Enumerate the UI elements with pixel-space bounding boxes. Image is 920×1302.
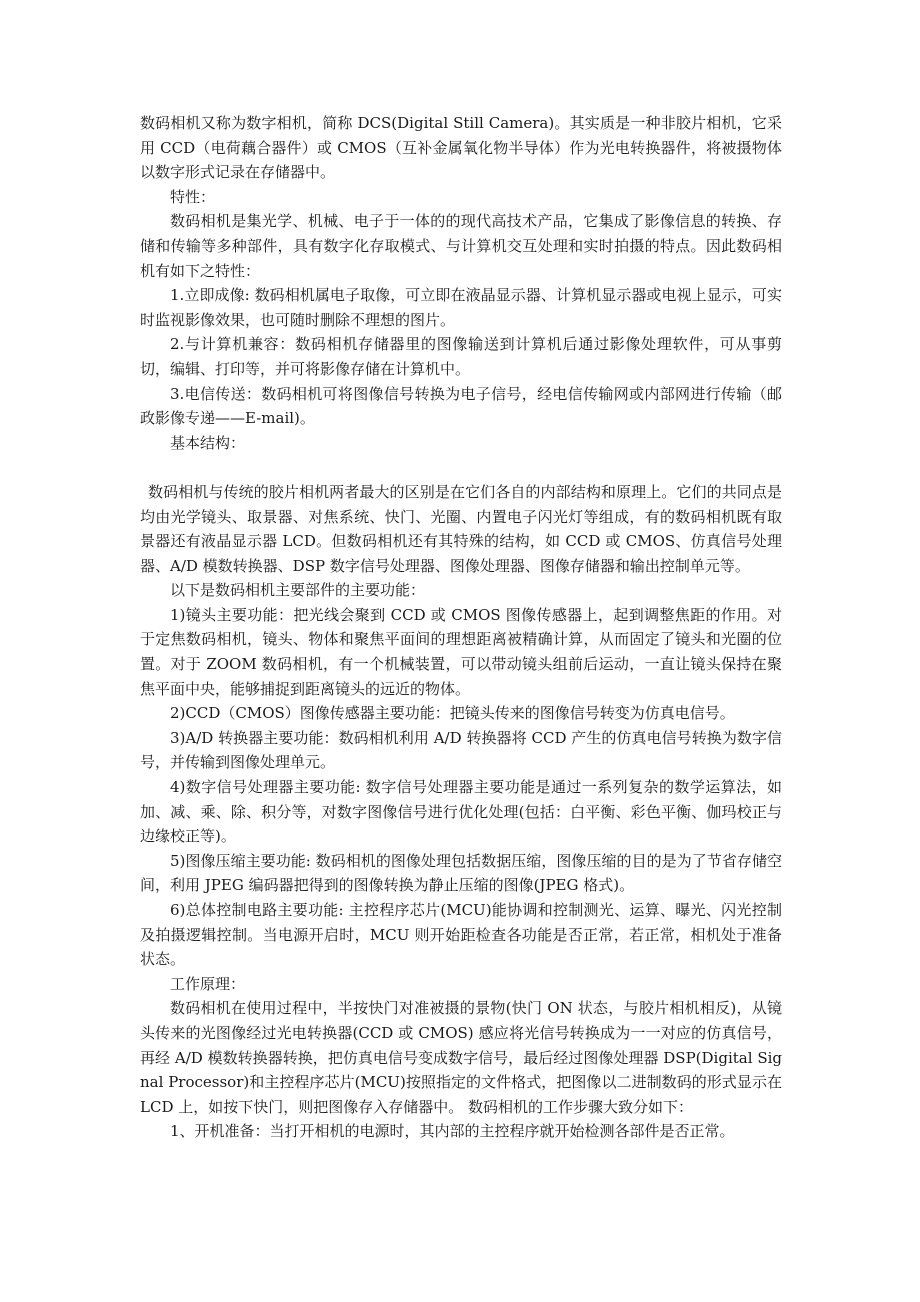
component-item: 6)总体控制电路主要功能: 主控程序芯片(MCU)能协调和控制测光、运算、曝光、闪光控制及拍摄逻辑控制。当电源开启时，MCU 则开始距检查各功能是否正常，若正常，相机处于准备状态。	[140, 901, 782, 969]
feature-item: 3.电信传送：数码相机可将图像信号转换为电子信号，经电信传输网或内部网进行传输（邮政影像专递——E-mail)。	[140, 384, 782, 428]
component-item: 2)CCD（CMOS）图像传感器主要功能：把镜头传来的图像信号转变为仿真电信号。	[170, 704, 735, 723]
paragraph: 以下是数码相机主要部件的主要功能：	[170, 581, 426, 600]
component-item: 3)A/D 转换器主要功能：数码相机利用 A/D 转换器将 CCD 产生的仿真电信号转换为数字信号，并传输到图像处理单元。	[140, 728, 782, 772]
feature-item: 1.立即成像: 数码相机属电子取像，可立即在液晶显示器、计算机显示器或电视上显示，可实时监视影像效果，也可随时删除不理想的图片。	[140, 286, 782, 329]
paragraph: 数码相机与传统的胶片相机两者最大的区别是在它们各自的内部结构和原理上。它们的共同点是均由光学镜头、取景器、对焦系统、快门、光圈、内置电子闪光灯等组成，有的数码相机既有取景器还有液晶显示器 LCD。但数码相机还有其特殊的结构，如 CCD 或 CMOS、仿真信号处理器、A/D 模数转换器、DSP 数字信号处理器、图像处理器、图像存储器和输出控制单元等。	[140, 482, 782, 575]
paragraph: 数码相机在使用过程中，半按快门对准被摄的景物(快门 ON 状态，与胶片相机相反)，从镜头传来的光图像经过光电转换器(CCD 或 CMOS) 感应将光信号转换成为一一对应的仿真信号，再经 A/D 模数转换器转换，把仿真电信号变成数字信号，最后经过图像处理器 DSP(Digital Signal Processor)和主控程序芯片(MCU)按照指定的文件格式，把图像以二进制数码的形式显示在 LCD 上，如按下快门，则把图像存入存储器中。 数码相机的工作步骤大致分如下：	[140, 999, 782, 1116]
section-heading-structure: 基本结构：	[170, 433, 246, 452]
section-heading-principle: 工作原理：	[170, 974, 246, 993]
document-body	[140, 111, 782, 1144]
component-item: 1)镜头主要功能：把光线会聚到 CCD 或 CMOS 图像传感器上，起到调整焦距的作用。对于定焦数码相机，镜头、物体和聚焦平面间的理想距离被精确计算，从而固定了镜头和光圈的位置。对于 ZOOM 数码相机，有一个机械装置，可以带动镜头组前后运动，一直让镜头保持在聚焦平面中央，能够捕捉到距离镜头的远近的物体。	[140, 605, 782, 698]
section-heading-features: 特性：	[170, 187, 216, 206]
component-item: 4)数字信号处理器主要功能: 数字信号处理器主要功能是通过一系列复杂的数学运算法，如加、减、乘、除、积分等，对数字图像信号进行优化处理(包括：白平衡、彩色平衡、伽玛校正与边缘校正等)。	[140, 778, 782, 846]
component-item: 5)图像压缩主要功能: 数码相机的图像处理包括数据压缩，图像压缩的目的是为了节省存储空间，利用 JPEG 编码器把得到的图像转换为静止压缩的图像(JPEG 格式)。	[140, 851, 782, 895]
intro-paragraph: 数码相机又称为数字相机，简称 DCS(Digital Still Camera)。其实质是一种非胶片相机，它采用 CCD（电荷藕合器件）或 CMOS（互补金属氧化物半导体）作为光电转换器件，将被摄物体以数字形式记录在存储器中。	[140, 114, 782, 182]
blank-line	[140, 455, 782, 480]
paragraph: 数码相机是集光学、机械、电子于一体的的现代高技术产品，它集成了影像信息的转换、存储和传输等多种部件，具有数字化存取模式、与计算机交互处理和实时拍摄的特点。因此数码相机有如下之特性：	[140, 212, 782, 280]
step-item: 1、开机准备：当打开相机的电源时，其内部的主控程序就开始检测各部件是否正常。	[170, 1122, 735, 1141]
feature-item: 2.与计算机兼容：数码相机存储器里的图像输送到计算机后通过影像处理软件，可从事剪切，编辑、打印等，并可将影像存储在计算机中。	[140, 335, 782, 378]
